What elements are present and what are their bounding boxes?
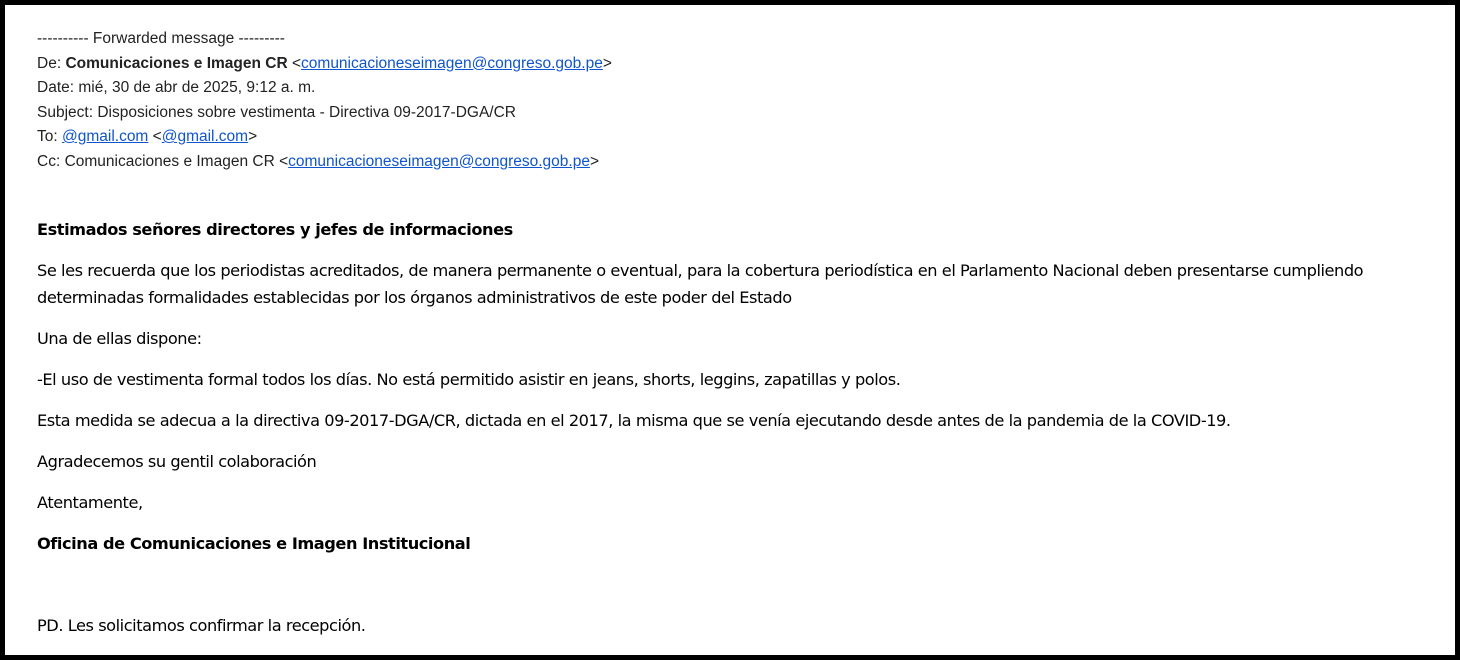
body-paragraph-2: Una de ellas dispone: (37, 329, 202, 348)
subject-line (37, 101, 612, 126)
date-value: mié, 30 de abr de 2025, 9:12 a. m. (78, 79, 316, 96)
to-recipient-link[interactable]: @gmail.com (61, 128, 149, 145)
closing: Atentamente, (37, 493, 143, 512)
sender-name: Comunicaciones e Imagen CR (65, 54, 288, 72)
date-line (37, 76, 612, 101)
signature: Oficina de Comunicaciones e Imagen Institucional (37, 534, 471, 553)
subject-prefix: Subject: (37, 103, 98, 121)
to-prefix: To: (37, 128, 62, 145)
sender-email-link[interactable]: comunicacioneseimagen@congreso.gob.pe (301, 54, 603, 72)
from-prefix: De: (37, 54, 66, 72)
forwarded-headers (37, 27, 612, 174)
to-recipient-email-link[interactable]: @gmail.com (161, 128, 249, 145)
cc-email-link[interactable]: comunicacioneseimagen@congreso.gob.pe (288, 152, 590, 170)
date-prefix: Date: (37, 79, 79, 96)
body-paragraph-1: Se les recuerda que los periodistas acreditados, de manera permanente o eventual, para la cobertura periodística en el Parlamento Nacional deben presentarse cumpliendo determinadas formalidades establecidas por los órganos administrativos de este poder del Estado (37, 261, 1364, 307)
subject-value: Disposiciones sobre vestimenta - Directiva 09-2017-DGA/CR (97, 103, 516, 121)
postscript: PD. Les solicitamos confirmar la recepción. (37, 616, 366, 635)
body-paragraph-3: -El uso de vestimenta formal todos los días. No está permitido asistir en jeans, shorts, leggins, zapatillas y polos. (37, 370, 901, 389)
from-line: De: Comunicaciones e Imagen CR <comunicacioneseimagen@congreso.gob.pe> (37, 54, 612, 72)
cc-line: Cc: Comunicaciones e Imagen CR <comunicacioneseimagen@congreso.gob.pe> (37, 152, 600, 170)
to-line: To: @gmail.com <@gmail.com> (37, 128, 258, 145)
greeting: Estimados señores directores y jefes de informaciones (37, 220, 513, 239)
body-paragraph-4: Esta medida se adecua a la directiva 09-2017-DGA/CR, dictada en el 2017, la misma que se venía ejecutando desde antes de la pandemia de la COVID-19. (37, 411, 1231, 430)
email-body (37, 216, 1447, 639)
cc-name: Comunicaciones e Imagen CR (64, 152, 275, 170)
cc-prefix: Cc: (37, 152, 65, 170)
body-paragraph-5: Agradecemos su gentil colaboración (37, 452, 317, 471)
forward-marker: ---------- Forwarded message --------- (37, 30, 285, 47)
email-frame (5, 5, 1455, 655)
